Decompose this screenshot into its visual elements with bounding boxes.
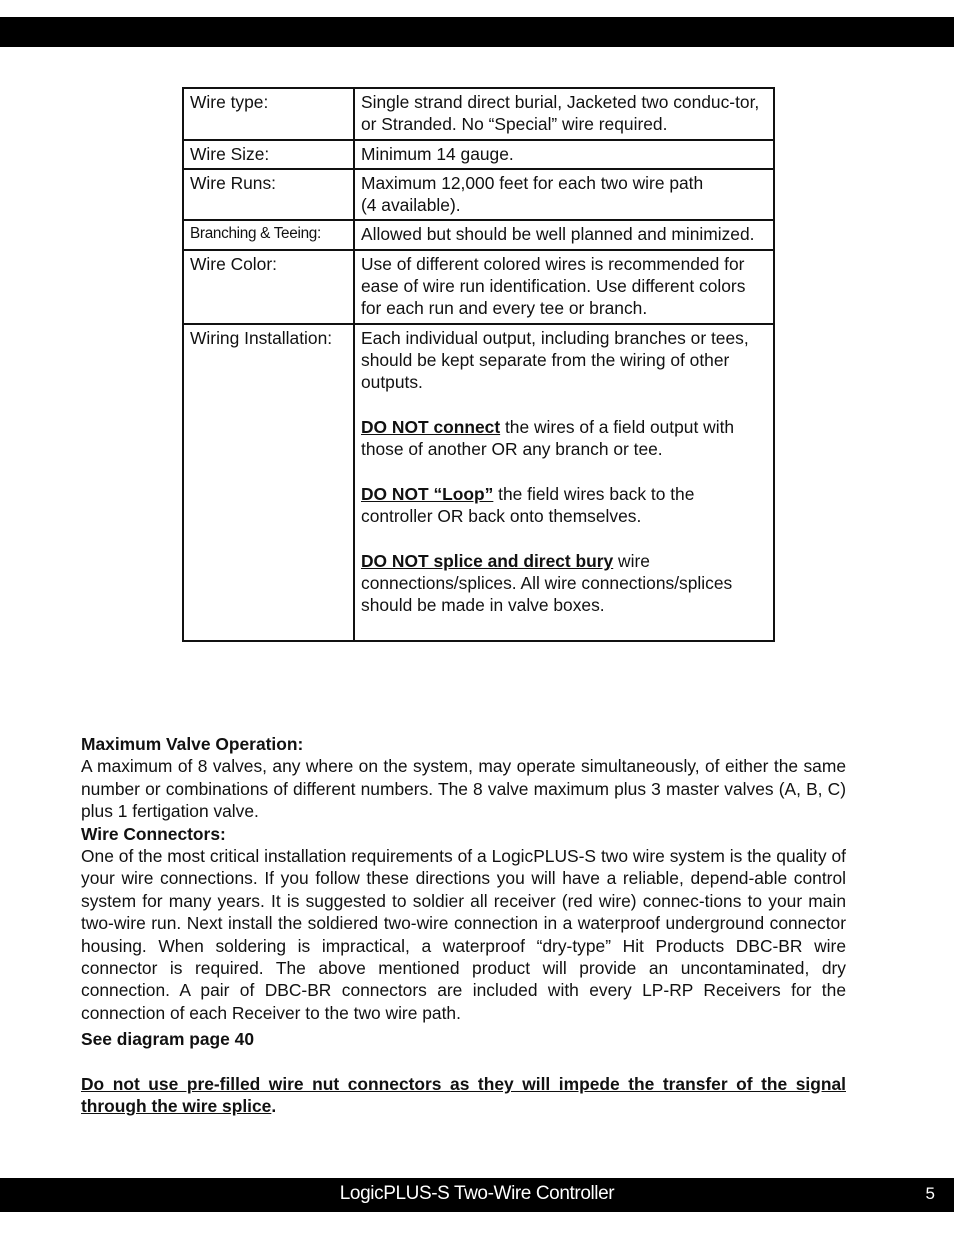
table-row xyxy=(183,220,774,249)
table-row xyxy=(183,250,774,324)
row-value xyxy=(354,324,774,641)
row-value: Allowed but should be well planned and minimized. xyxy=(354,220,774,249)
row-value: Single strand direct burial, Jacketed two conduc-tor, or Stranded. No “Special” wire required. xyxy=(354,88,774,140)
wiring-spec-table xyxy=(182,87,775,642)
page-number: 5 xyxy=(925,1184,935,1203)
row-value xyxy=(354,169,774,221)
wire-connectors-heading: Wire Connectors: xyxy=(81,823,226,844)
row-label: Wiring Installation: xyxy=(183,324,354,641)
rule-emphasis: DO NOT splice and direct bury xyxy=(361,550,614,571)
wire-connectors-text: One of the most critical installation requirements of a LogicPLUS-S two wire system is the quality of your wire connections. If you follow these directions you will have a reliable, depend-able control system for many years. It is suggested to soldier all receiver (red wire) connec-tions to your main two-wire run. Next install the soldiered two-wire connection in a waterproof underground connector housing. When soldering is impractical, a waterproof “dry-type” Hit Products DBC-BR wire connector is required. The above mentioned product will provide an uncontaminated, dry connection. A pair of DBC-BR connectors are included with every LP-RP Receivers for the connection of each Receiver to the two wire path. xyxy=(81,846,846,1023)
header-bar xyxy=(0,17,954,47)
warning-end: . xyxy=(271,1096,277,1117)
table-row xyxy=(183,140,774,169)
row-label: Wire Color: xyxy=(183,250,354,324)
rule-text: the field wires back to the controller OR back onto themselves. xyxy=(361,483,695,527)
table-row xyxy=(183,88,774,140)
footer-title: LogicPLUS-S Two-Wire Controller xyxy=(339,1183,615,1204)
row-label: Branching & Teeing: xyxy=(183,220,354,249)
warning-text: Do not use pre-filled wire nut connectors as they will impede the transfer of the signal through the wire splice xyxy=(81,1074,846,1117)
installation-rule xyxy=(361,416,767,461)
row-value-line: Maximum 12,000 feet for each two wire path xyxy=(361,172,704,193)
rule-emphasis: DO NOT connect xyxy=(361,416,501,437)
row-value: Use of different colored wires is recommended for ease of wire run identification. Use different colors for each run and every tee or branch. xyxy=(354,250,774,324)
body-section xyxy=(81,733,846,1118)
see-diagram-note: See diagram page 40 xyxy=(81,1029,255,1050)
installation-rule xyxy=(361,550,767,617)
rule-emphasis: DO NOT “Loop” xyxy=(361,483,494,504)
row-label: Wire Runs: xyxy=(183,169,354,221)
row-value: Minimum 14 gauge. xyxy=(354,140,774,169)
row-label: Wire type: xyxy=(183,88,354,140)
rule-text: wire connections/splices. All wire connections/splices should be made in valve boxes. xyxy=(361,550,733,616)
row-value-line: (4 available). xyxy=(361,195,461,216)
installation-intro: Each individual output, including branches or tees, should be kept separate from the wiring of other outputs. xyxy=(361,327,749,393)
footer-bar xyxy=(0,1178,954,1212)
installation-rule xyxy=(361,483,767,528)
rule-text: the wires of a field output with those of another OR any branch or tee. xyxy=(361,416,735,460)
max-valve-text: A maximum of 8 valves, any where on the system, may operate simultaneously, of either the same number or combinations of different numbers. The 8 valve maximum plus 3 master valves (A, B, C) plus 1 fertigation valve. xyxy=(81,756,846,822)
max-valve-heading: Maximum Valve Operation: xyxy=(81,734,304,754)
table-row xyxy=(183,324,774,641)
warning-note xyxy=(81,1073,846,1118)
row-label: Wire Size: xyxy=(183,140,354,169)
table-row xyxy=(183,169,774,221)
